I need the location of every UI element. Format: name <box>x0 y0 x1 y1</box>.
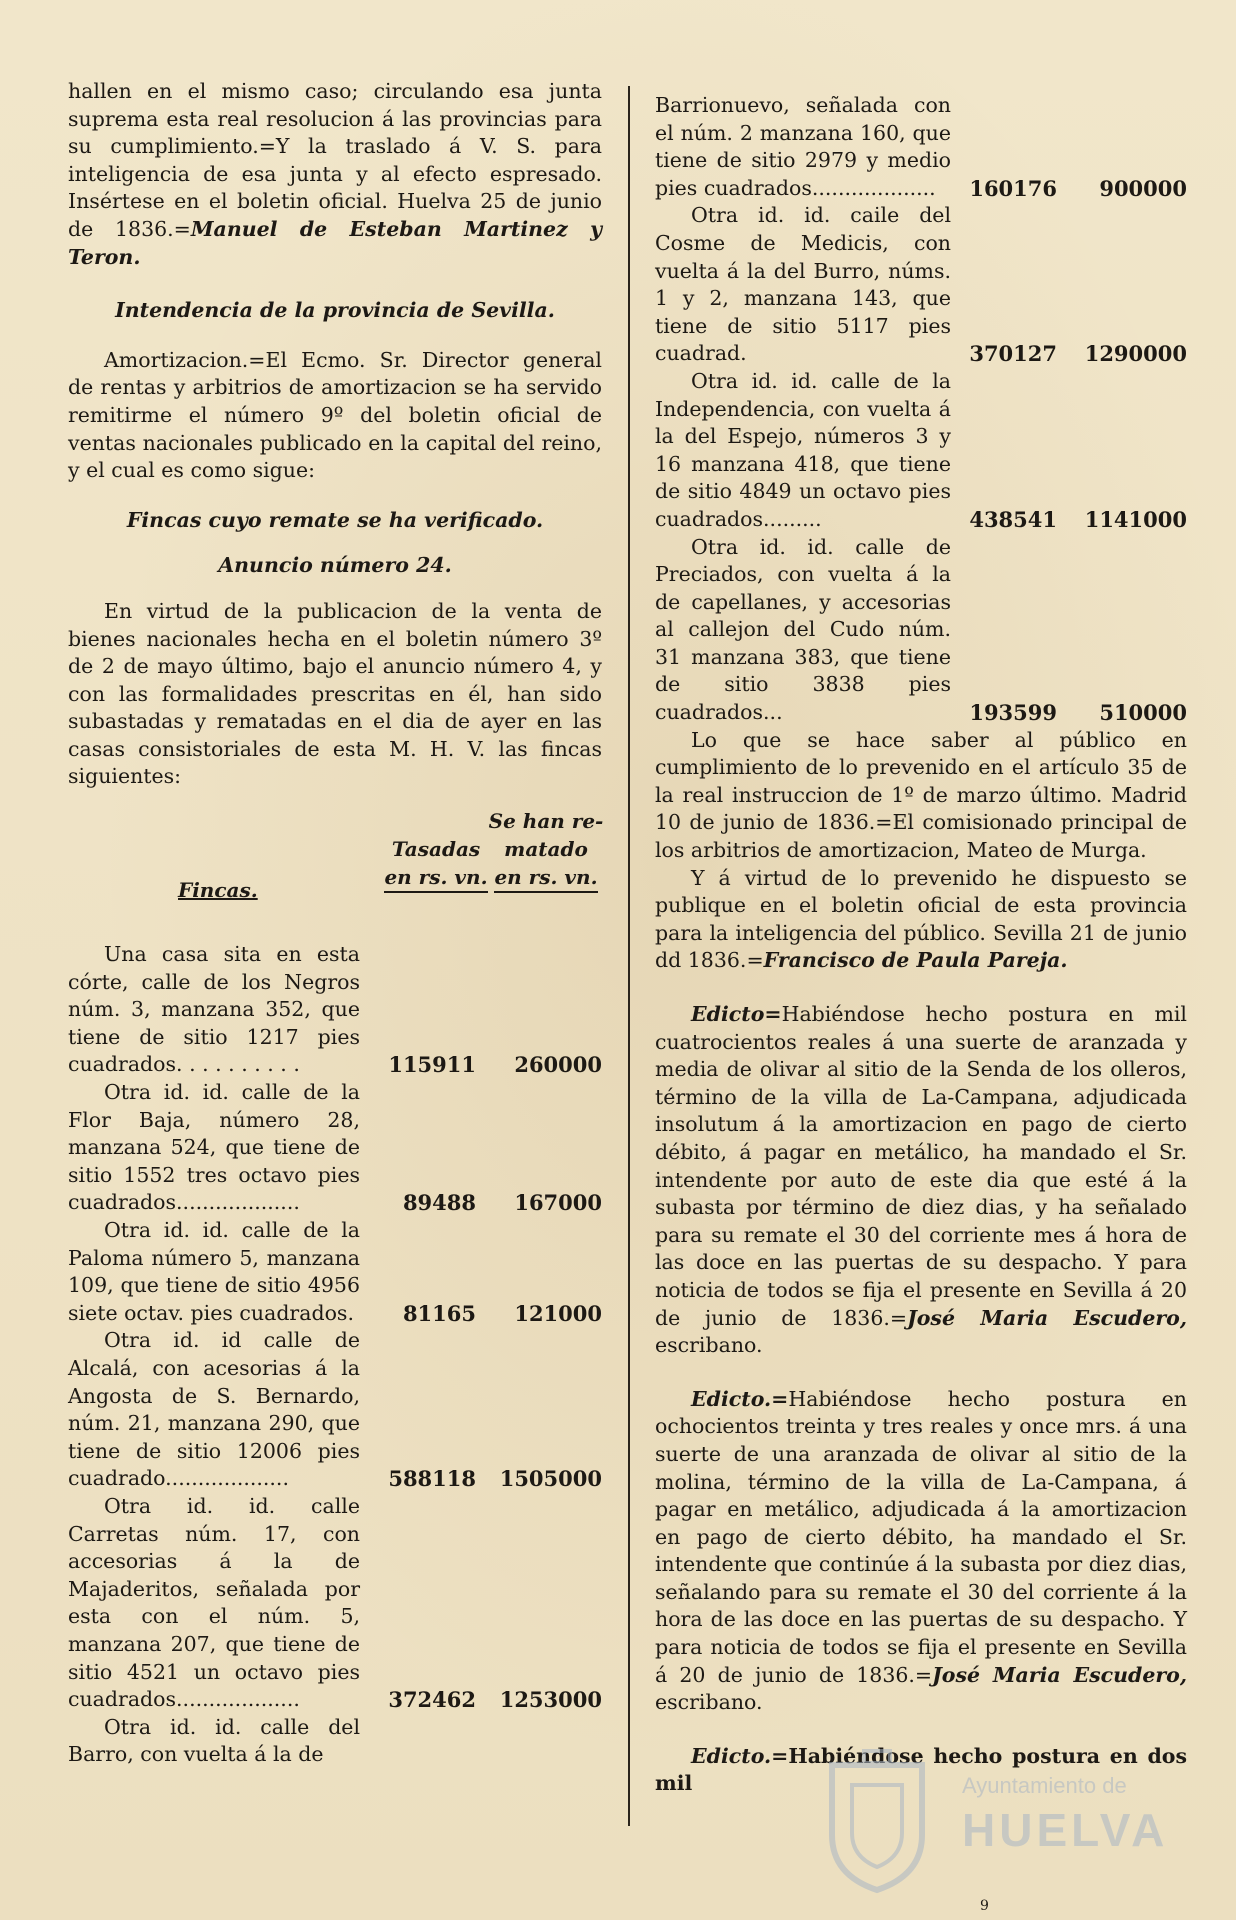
watermark-line1: Ayuntamiento de <box>962 1773 1127 1798</box>
header-rematado-line2: matado <box>504 837 588 862</box>
finca-desc: Otra id. id. calle del Barro, con vuelta á la de <box>68 1714 360 1767</box>
header-tasadas <box>378 835 494 893</box>
edicto-text: Habiéndose hecho postura en ochocientos treinta y tres reales y once mrs. á una suerte de una aranzada de olivar al sitio de la molina, término de la villa de La-Campana, á pagar en metálico, adjudicada á la amortizacion en pago de cierto débito, ha mandado el Sr. intendente que continúe á la subasta por diez dias, señalando para su remate el 30 del corriente á la hora de las doce en las puertas de su despacho. Y para noticia de todos se fija el presente en Sevilla á 20 de junio de 1836.= <box>655 1386 1187 1687</box>
archive-watermark <box>812 1745 1172 1895</box>
finca-rematado: 167000 <box>514 1190 602 1216</box>
finca-row <box>68 941 602 1079</box>
edicto-label: Edicto.= <box>691 1743 789 1768</box>
finca-rematado: 121000 <box>514 1300 602 1326</box>
intro-paragraph <box>68 78 602 271</box>
finca-desc: Barrionuevo, señalada con el núm. 2 manzana 160, que tiene de sitio 2979 y medio pies cuadrados................... <box>655 93 951 200</box>
header-rematado-line1: Se han re- <box>488 809 604 834</box>
table-header <box>68 807 602 917</box>
edicto-1 <box>655 1001 1187 1360</box>
finca-desc: Otra id. id. calle de la Independencia, con vuelta á la del Espejo, números 3 y 16 manzana 418, que tiene de sitio 4849 un octavo pies cuadrados......... <box>655 368 951 531</box>
finca-row-continued <box>68 1714 602 1769</box>
finca-tasada: 193599 <box>969 700 1057 726</box>
finca-row <box>655 202 1187 368</box>
y-virtud-signature: Francisco de Paula Pareja. <box>763 948 1068 973</box>
finca-rematado: 1290000 <box>1084 341 1187 367</box>
finca-desc: Otra id. id. calle Carretas núm. 17, con accesorias á la de Majaderitos, señalada por esta con el núm. 5, manzana 207, que tiene de sitio 4521 un octavo pies cuadrados................... <box>68 1493 360 1712</box>
edicto-text: Habiéndose hecho postura en dos mil <box>655 1743 1187 1796</box>
finca-rematado: 510000 <box>1099 700 1187 726</box>
page-mark: 9 <box>980 1898 989 1914</box>
finca-rematado: 260000 <box>514 1052 602 1078</box>
finca-rematado: 1505000 <box>499 1466 602 1492</box>
column-divider <box>628 86 630 1826</box>
lo-que-paragraph: Lo que se hace saber al público en cumplimiento de lo prevenido en el artículo 35 de la real instruccion de 1º de marzo último. Madrid 10 de junio de 1836.=El comisionado principal de los arbitrios de amortizacion, Mateo de Murga. <box>655 727 1187 863</box>
finca-tasada: 370127 <box>969 341 1057 367</box>
finca-tasada: 160176 <box>969 175 1057 201</box>
finca-desc: Otra id. id. calle de la Paloma número 5, manzana 109, que tiene de sitio 4956 siete octav. pies cuadrados. <box>68 1218 360 1325</box>
finca-row <box>655 368 1187 534</box>
edicto-signature: José Maria Escudero, <box>907 1305 1187 1330</box>
right-column <box>655 92 1187 1798</box>
edicto-label: Edicto= <box>691 1002 782 1026</box>
finca-row <box>68 1079 602 1217</box>
finca-tasada: 89488 <box>402 1190 476 1216</box>
finca-desc: Otra id. id. calle de la Flor Baja, número 28, manzana 524, que tiene de sitio 1552 tres octavo pies cuadrados................... <box>68 1080 360 1215</box>
edicto-role: escribano. <box>655 1333 763 1358</box>
finca-row <box>68 1327 602 1493</box>
finca-row <box>655 534 1187 727</box>
header-tasadas-line2: en rs. vn. <box>384 863 487 893</box>
anuncio-heading: Anuncio número 24. <box>218 553 452 578</box>
section-title: Intendencia de la provincia de Sevilla. <box>115 298 555 323</box>
edicto-role: escribano. <box>655 1690 763 1715</box>
coat-of-arms-icon <box>812 1745 942 1895</box>
watermark-line2: HUELVA <box>962 1804 1169 1856</box>
finca-row <box>655 92 1187 202</box>
finca-desc: Una casa sita en esta córte, calle de los Negros núm. 3, manzana 352, que tiene de sitio 1217 pies cuadrados. . . . . . . . . . <box>68 942 360 1077</box>
finca-tasada: 438541 <box>969 506 1057 532</box>
fincas-heading: Fincas cuyo remate se ha verificado. <box>126 507 544 532</box>
finca-tasada: 372462 <box>388 1687 476 1713</box>
y-virtud-paragraph <box>655 865 1187 975</box>
header-rematado <box>486 807 606 893</box>
finca-rematado: 900000 <box>1099 175 1187 201</box>
left-column <box>68 78 602 1769</box>
finca-desc: Otra id. id. caile del Cosme de Medicis, con vuelta á la del Burro, núms. 1 y 2, manzana 143, que tiene de sitio 5117 pies cuadrad. <box>655 203 951 366</box>
intro-text: hallen en el mismo caso; circulando esa junta suprema esta real resolucion á las provincias para su cumplimiento.=Y la traslado á V. S. para inteligencia de esa junta y al efecto espresado. Insértese en el boletin oficial. Huelva 25 de junio de 1836.= <box>68 79 602 241</box>
intro-signature: Manuel de Esteban Martinez y Teron. <box>68 216 602 269</box>
edicto-text: Habiéndose hecho postura en mil cuatrocientos reales á una suerte de aranzada y media de olivar al sitio de la Senda de los olleros, término de la villa de La-Campana, adjudicada insolutum á la amortizacion en pago de cierto débito, á pagar en metálico, ha mandado el Sr. intendente por auto de este dia que esté á la subasta por término de diez dias, y ha señalado para su remate el 30 del corriente mes á hora de las doce en las puertas de su despacho. Y para noticia de todos se fija el presente en Sevilla á 20 de junio de 1836.= <box>655 1002 1187 1330</box>
y-virtud-text: Y á virtud de lo prevenido he dispuesto se publique en el boletin oficial de esta provincia para la inteligencia del público. Sevilla 21 de junio dd 1836.= <box>655 865 1187 973</box>
finca-rematado: 1141000 <box>1084 506 1187 532</box>
edicto-signature: José Maria Escudero, <box>932 1662 1187 1687</box>
header-fincas: Fincas. <box>178 878 258 903</box>
finca-tasada: 81165 <box>402 1300 476 1326</box>
edicto-label: Edicto.= <box>691 1386 789 1411</box>
finca-desc: Otra id. id calle de Alcalá, con acesorias á la Angosta de S. Bernardo, núm. 21, manzana 290, que tiene de sitio 12006 pies cuadrado................... <box>68 1328 360 1491</box>
finca-row <box>68 1493 602 1714</box>
header-rematado-line3: en rs. vn. <box>494 863 597 893</box>
finca-tasada: 115911 <box>388 1052 476 1078</box>
header-tasadas-line1: Tasadas <box>391 837 481 862</box>
finca-desc: Otra id. id. calle de Preciados, con vuelta á la de capellanes, y accesorias al callejon del Cudo núm. 31 manzana 383, que tiene de sitio 3838 pies cuadrados... <box>655 534 951 725</box>
finca-tasada: 588118 <box>388 1466 476 1492</box>
amortizacion-paragraph: Amortizacion.=El Ecmo. Sr. Director general de rentas y arbitrios de amortizacion se ha servido remitirme el número 9º del boletin oficial de ventas nacionales publicado en la capital del reino, y el cual es como sigue: <box>68 347 602 483</box>
virtud-paragraph: En virtud de la publicacion de la venta de bienes nacionales hecha en el boletin número 3º de 2 de mayo último, bajo el anuncio número 4, y con las formalidades prescritas en él, han sido subastadas y rematadas en el dia de ayer en las casas consistoriales de esta M. H. V. las fincas siguientes: <box>68 598 602 789</box>
finca-row <box>68 1217 602 1327</box>
finca-rematado: 1253000 <box>499 1687 602 1713</box>
edicto-2 <box>655 1386 1187 1717</box>
